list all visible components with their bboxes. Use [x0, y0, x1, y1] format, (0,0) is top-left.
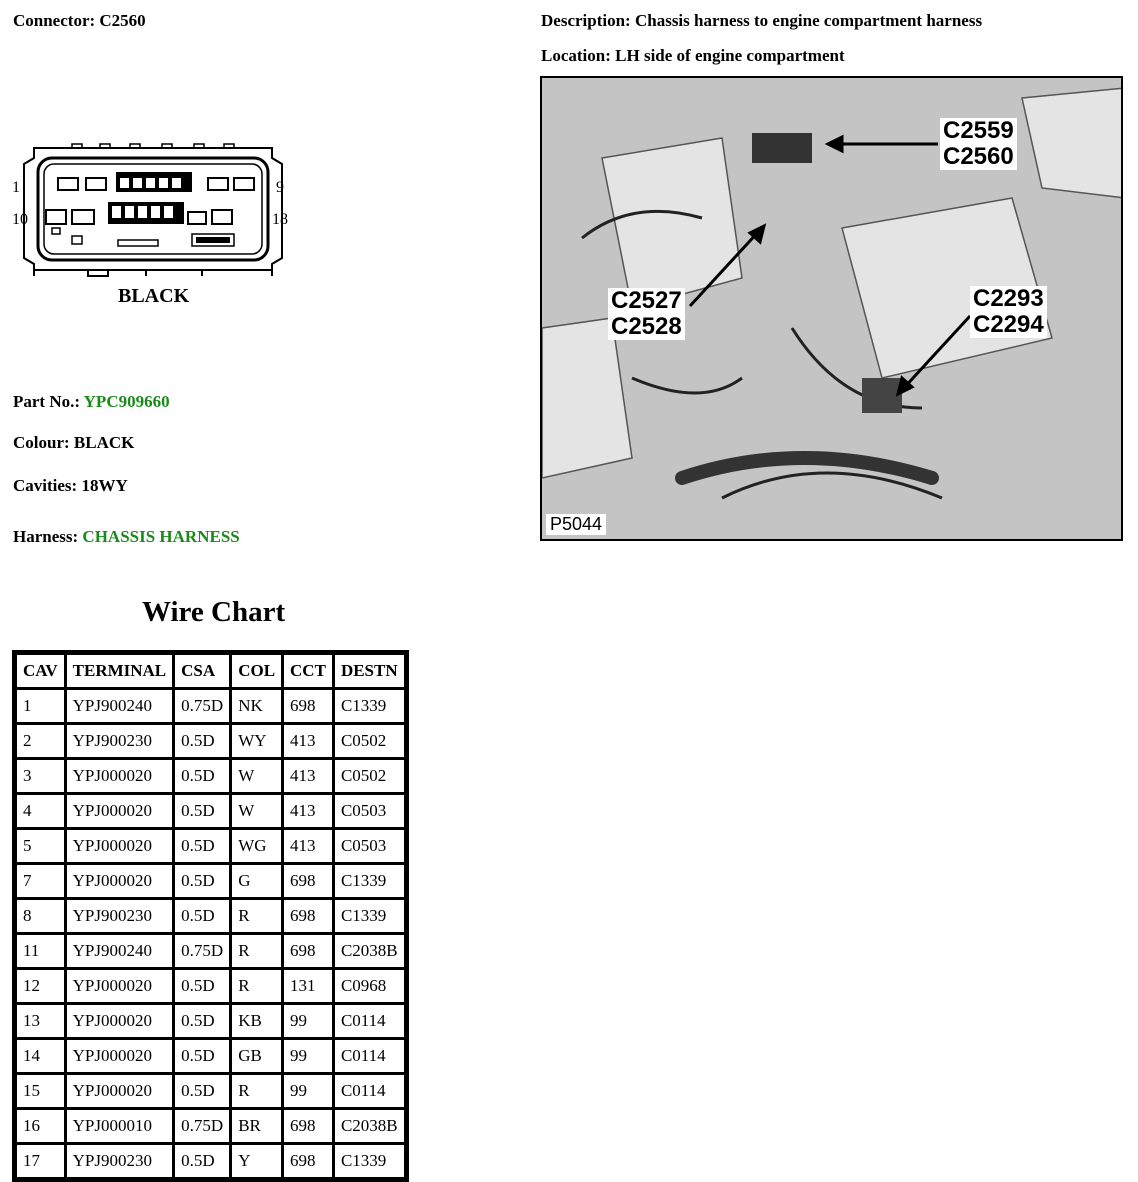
callout-c2560: C2560 [943, 143, 1014, 170]
cell-terminal: YPJ000020 [67, 1005, 173, 1037]
cell-terminal: YPJ000020 [67, 830, 173, 862]
cell-cav: 8 [17, 900, 64, 932]
cell-cct: 413 [284, 760, 332, 792]
table-row [17, 1145, 404, 1177]
wire-chart-table [12, 650, 409, 1182]
cell-destn: C2038B [335, 1110, 404, 1142]
connector-value: C2560 [99, 11, 146, 30]
cell-csa: 0.75D [175, 935, 229, 967]
harness-label: Harness: [13, 527, 79, 546]
cell-cav: 7 [17, 865, 64, 897]
cell-col: R [232, 1075, 281, 1107]
part-no-link[interactable]: YPC909660 [83, 392, 170, 411]
table-row [17, 900, 404, 932]
cell-destn: C0502 [335, 725, 404, 757]
cell-terminal: YPJ900230 [67, 1145, 173, 1177]
cell-cav: 5 [17, 830, 64, 862]
pin-10-label: 10 [12, 211, 28, 228]
callout-c2527: C2527 [611, 287, 682, 314]
callout-c2527-c2528 [608, 288, 685, 340]
cell-col: KB [232, 1005, 281, 1037]
cell-terminal: YPJ000020 [67, 970, 173, 1002]
table-row [17, 760, 404, 792]
cell-csa: 0.5D [175, 760, 229, 792]
cell-cav: 16 [17, 1110, 64, 1142]
pin-9-label: 9 [276, 179, 284, 196]
cell-cct: 698 [284, 865, 332, 897]
cell-csa: 0.5D [175, 1005, 229, 1037]
cell-cav: 14 [17, 1040, 64, 1072]
cell-cct: 99 [284, 1075, 332, 1107]
location-photo [540, 76, 1123, 541]
cell-cct: 99 [284, 1005, 332, 1037]
table-row [17, 725, 404, 757]
table-row [17, 795, 404, 827]
cell-csa: 0.5D [175, 795, 229, 827]
cell-terminal: YPJ900230 [67, 900, 173, 932]
part-no-line [13, 392, 170, 412]
connector-face-diagram [12, 140, 302, 320]
cell-cct: 698 [284, 900, 332, 932]
cell-cav: 13 [17, 1005, 64, 1037]
cell-destn: C1339 [335, 865, 404, 897]
cell-cav: 17 [17, 1145, 64, 1177]
location-label: Location: [541, 46, 611, 65]
table-row [17, 830, 404, 862]
cell-col: Y [232, 1145, 281, 1177]
cell-destn: C1339 [335, 690, 404, 722]
callout-c2528: C2528 [611, 313, 682, 340]
cavities-value: 18WY [81, 476, 128, 495]
part-no-label: Part No.: [13, 392, 81, 411]
wire-chart-header-row [17, 655, 404, 687]
cell-csa: 0.5D [175, 970, 229, 1002]
cell-destn: C0503 [335, 830, 404, 862]
cell-cct: 413 [284, 830, 332, 862]
description-value: Chassis harness to engine compartment harness [634, 11, 983, 30]
cell-destn: C0503 [335, 795, 404, 827]
table-row [17, 1075, 404, 1107]
cell-cct: 698 [284, 1110, 332, 1142]
table-row [17, 970, 404, 1002]
cell-col: WY [232, 725, 281, 757]
pin-18-label: 18 [272, 211, 288, 228]
cell-terminal: YPJ000020 [67, 1040, 173, 1072]
location-line [541, 46, 845, 66]
cell-terminal: YPJ900240 [67, 690, 173, 722]
table-row [17, 935, 404, 967]
callout-c2294: C2294 [973, 311, 1044, 338]
connector-line [13, 11, 146, 31]
cell-terminal: YPJ900240 [67, 935, 173, 967]
connector-label: Connector: [13, 11, 96, 30]
description-line [541, 11, 982, 31]
cell-cct: 698 [284, 1145, 332, 1177]
table-row [17, 1110, 404, 1142]
cell-cav: 2 [17, 725, 64, 757]
colour-value: BLACK [73, 433, 135, 452]
cell-cav: 12 [17, 970, 64, 1002]
cell-csa: 0.5D [175, 1040, 229, 1072]
cavities-line [13, 476, 128, 496]
header-terminal: TERMINAL [67, 655, 173, 687]
cell-destn: C0502 [335, 760, 404, 792]
cell-destn: C0114 [335, 1005, 404, 1037]
cell-col: WG [232, 830, 281, 862]
cell-cct: 131 [284, 970, 332, 1002]
cell-col: W [232, 795, 281, 827]
harness-link[interactable]: CHASSIS HARNESS [82, 527, 240, 546]
cell-cct: 413 [284, 795, 332, 827]
table-row [17, 1040, 404, 1072]
cell-terminal: YPJ000020 [67, 795, 173, 827]
cell-terminal: YPJ900230 [67, 725, 173, 757]
cell-terminal: YPJ000020 [67, 865, 173, 897]
cell-col: BR [232, 1110, 281, 1142]
cell-cav: 11 [17, 935, 64, 967]
cell-cct: 99 [284, 1040, 332, 1072]
cell-cav: 4 [17, 795, 64, 827]
header-cct: CCT [284, 655, 332, 687]
cell-csa: 0.5D [175, 900, 229, 932]
wire-chart-title: Wire Chart [142, 596, 286, 628]
cell-csa: 0.5D [175, 865, 229, 897]
harness-line [13, 527, 240, 547]
cell-terminal: YPJ000020 [67, 1075, 173, 1107]
description-label: Description: [541, 11, 631, 30]
cell-cct: 698 [284, 690, 332, 722]
cell-destn: C2038B [335, 935, 404, 967]
table-row [17, 1005, 404, 1037]
cell-destn: C0114 [335, 1040, 404, 1072]
header-cav: CAV [17, 655, 64, 687]
cell-col: R [232, 935, 281, 967]
cavities-label: Cavities: [13, 476, 78, 495]
header-destn: DESTN [335, 655, 404, 687]
cell-destn: C0968 [335, 970, 404, 1002]
header-csa: CSA [175, 655, 229, 687]
cell-csa: 0.5D [175, 830, 229, 862]
cell-csa: 0.5D [175, 1145, 229, 1177]
cell-csa: 0.5D [175, 725, 229, 757]
cell-csa: 0.5D [175, 1075, 229, 1107]
table-row [17, 690, 404, 722]
cell-cct: 698 [284, 935, 332, 967]
callout-c2293-c2294 [970, 286, 1047, 338]
cell-cav: 3 [17, 760, 64, 792]
cell-cav: 15 [17, 1075, 64, 1107]
cell-terminal: YPJ000020 [67, 760, 173, 792]
pin-1-label: 1 [12, 179, 20, 196]
callout-c2293: C2293 [973, 285, 1044, 312]
colour-line [13, 433, 134, 453]
cell-col: R [232, 970, 281, 1002]
cell-col: NK [232, 690, 281, 722]
cell-csa: 0.75D [175, 690, 229, 722]
cell-destn: C1339 [335, 900, 404, 932]
cell-destn: C0114 [335, 1075, 404, 1107]
cell-col: G [232, 865, 281, 897]
wire-chart-body [17, 690, 404, 1177]
connector-colour-caption: BLACK [118, 285, 190, 307]
location-value: LH side of engine compartment [615, 46, 845, 65]
cell-col: GB [232, 1040, 281, 1072]
cell-col: R [232, 900, 281, 932]
header-col: COL [232, 655, 281, 687]
photo-id-label: P5044 [546, 514, 606, 535]
cell-cct: 413 [284, 725, 332, 757]
cell-destn: C1339 [335, 1145, 404, 1177]
cell-csa: 0.75D [175, 1110, 229, 1142]
callout-c2559: C2559 [943, 117, 1014, 144]
cell-cav: 1 [17, 690, 64, 722]
cell-col: W [232, 760, 281, 792]
callout-c2559-c2560 [940, 118, 1017, 170]
colour-label: Colour: [13, 433, 70, 452]
table-row [17, 865, 404, 897]
cell-terminal: YPJ000010 [67, 1110, 173, 1142]
